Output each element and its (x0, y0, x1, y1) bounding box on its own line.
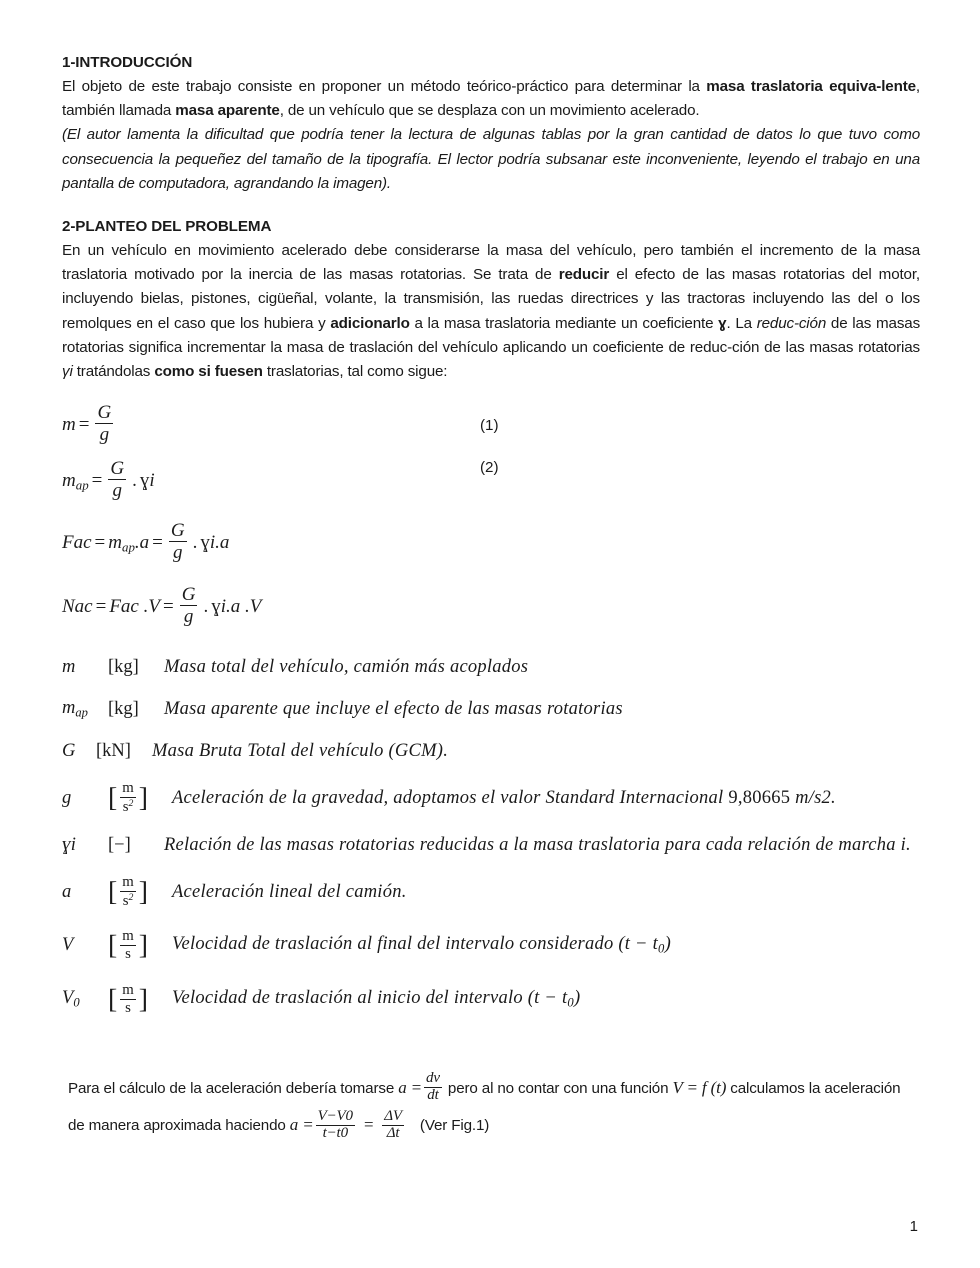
closing-paragraph (62, 1069, 920, 1144)
planteo-italic-gamma-i: γi (62, 363, 73, 381)
definition-V-desc-subscript: 0 (658, 941, 665, 956)
eq3-dot: . (192, 531, 198, 553)
eq3-numerator: G (170, 519, 185, 541)
planteo-text-p1: En un vehículo en movimiento acelerado debe considerarse la masa del vehículo, pero también el incremento de la masa traslatoria motivado por la inercia de las masas rotatorias. Se trata de (62, 241, 920, 284)
definition-gamma-i-description: Relación de las masas rotatorias reducidas a la masa traslatoria para cada relación de marcha i. (164, 835, 911, 856)
definition-V0-desc-post: ) (573, 988, 581, 1009)
eq2-lhs: m (62, 469, 76, 491)
definition-V0-symbol-base: V (62, 988, 74, 1009)
definition-a-unit-den-base: s (122, 893, 129, 910)
eq3-mid: m (108, 531, 122, 553)
eq3-mid-subscript: ap (122, 539, 135, 555)
eq4-numerator: G (181, 583, 196, 605)
closing-text-ver-fig: (Ver Fig.1) (419, 1116, 490, 1134)
definition-a-unit-numerator: m (122, 874, 134, 891)
intro-text-part3: , de un vehículo que se desplaza con un movimiento acelerado. (279, 101, 700, 119)
eq4-tail-rest: .a .V (225, 595, 262, 617)
eq4-gamma: ɣ (211, 595, 221, 617)
closing-math-equals: = (362, 1114, 375, 1134)
planteo-bold-reducir: reducir (558, 266, 610, 284)
definition-V (62, 919, 920, 973)
spacer-after-intro (62, 196, 920, 216)
intro-bold-masa-aparente: masa aparente (175, 101, 280, 119)
paragraph-planteo (62, 239, 920, 385)
section-heading-planteo: 2-PLANTEO DEL PROBLEMA (62, 218, 272, 236)
definition-m (62, 647, 920, 689)
definition-V-description (172, 934, 920, 957)
equation-nac (62, 583, 262, 629)
definition-V0-unit (108, 983, 172, 1017)
page-content (62, 52, 920, 1143)
definition-g-bracket-right: ] (138, 782, 149, 814)
eq3-lhs: Fac (62, 531, 92, 553)
definition-map-symbol-subscript: ap (75, 705, 88, 720)
eq1-denominator: g (95, 423, 113, 446)
equation-row-1 (62, 401, 920, 451)
definition-map-unit: [kg] (108, 699, 139, 720)
eq1-numerator: G (97, 401, 112, 423)
definition-a-unit-denominator (120, 891, 136, 910)
planteo-text-p4: . La (726, 314, 757, 332)
definition-m-symbol: m (62, 657, 76, 678)
closing-text-p3: calculamos la aceleración de manera aproximada haciendo (68, 1079, 901, 1134)
closing-math-a-equals-2: a = (289, 1114, 314, 1134)
eq2-denominator: g (108, 479, 126, 502)
definition-G-unit: [kN] (96, 741, 131, 762)
definition-g-unit-numerator: m (122, 780, 134, 797)
equation-row-3 (62, 519, 920, 569)
definition-V0-bracket-left: [ (108, 983, 118, 1015)
definition-g-unit-den-exponent: 2 (128, 798, 134, 810)
eq1-lhs: m (62, 413, 76, 435)
definition-a-unit-fraction (120, 875, 136, 910)
closing-fraction-dv-dt (424, 1071, 442, 1104)
eq4-equals-1: = (95, 595, 107, 617)
closing-fraction-3-numerator: ΔV (384, 1107, 402, 1124)
closing-fraction-2-numerator: V−V0 (317, 1107, 353, 1124)
closing-math-v-f-t: V = f (t) (672, 1077, 727, 1097)
definition-G-symbol: G (62, 741, 76, 762)
definition-map-description: Masa aparente que incluye el efecto de las masas rotatorias (164, 699, 623, 720)
eq3-gamma: ɣ (200, 531, 210, 553)
definition-g-description (172, 788, 920, 809)
definition-g-unit-fraction (120, 781, 136, 816)
equation-m (62, 401, 116, 447)
closing-fraction-3-denominator: Δt (382, 1125, 404, 1142)
equation-number-2: (2) (480, 458, 499, 476)
eq4-gamma-index: i (220, 595, 226, 617)
eq2-lhs-subscript: ap (75, 477, 89, 493)
definition-V-bracket-right: ] (138, 929, 149, 961)
page-number: 1 (909, 1218, 918, 1235)
definition-g-unit-denominator (120, 797, 136, 816)
equation-row-4 (62, 583, 920, 633)
definition-V0-unit-numerator: m (122, 981, 134, 998)
planteo-text-p2: el efecto de las masas rotatorias del motor, incluyendo bielas, pistones, cigüeñal, volante, la transmisión, las ruedas directrices y las tractoras incluyendo las del o los remolques en el caso que los hubiera y (62, 266, 920, 332)
equation-map (62, 457, 155, 503)
definition-V-symbol: V (62, 935, 74, 956)
definition-V-desc-post: ) (664, 934, 671, 955)
definition-a-unit-den-exponent: 2 (128, 892, 134, 904)
definition-V0-symbol-subscript: 0 (73, 995, 80, 1010)
definition-V-unit-numerator: m (122, 927, 134, 944)
definition-g-desc-pre: Aceleración de la gravedad, adoptamos el valor Standard Internacional (172, 788, 729, 809)
planteo-text-p7: traslatorias, tal como sigue: (262, 363, 448, 381)
definition-V0 (62, 973, 920, 1027)
planteo-bold-como-si-fuesen: como si fuesen (154, 363, 263, 381)
closing-fraction-deltaV-deltat-expanded (316, 1109, 355, 1142)
eq2-numerator: G (110, 457, 125, 479)
section-heading-introduccion: 1-INTRODUCCIÓN (62, 54, 193, 71)
definition-V0-description (172, 988, 920, 1011)
eq3-gamma-index: i (209, 531, 216, 553)
definition-V0-desc-pre: Velocidad de traslación al inicio del intervalo (t − t (172, 988, 568, 1009)
definition-V0-unit-denominator: s (120, 999, 136, 1017)
definition-gamma-i (62, 825, 920, 867)
definition-V-desc-pre: Velocidad de traslación al final del intervalo considerado (t − t (172, 934, 659, 955)
definition-g (62, 773, 920, 825)
eq4-denominator: g (180, 605, 198, 628)
definition-g-unit-den-base: s (122, 799, 129, 816)
definition-map-symbol-base: m (62, 698, 76, 719)
definition-a-bracket-left: [ (108, 876, 118, 908)
definition-a-bracket-right: ] (138, 876, 149, 908)
definition-a-unit (108, 875, 172, 910)
definition-G (62, 731, 920, 773)
definition-map-symbol (62, 698, 108, 721)
closing-fraction-2-denominator: t−t0 (316, 1125, 355, 1142)
eq3-tail-rest: .a (215, 531, 230, 553)
definition-V0-bracket-right: ] (138, 983, 149, 1015)
eq3-denominator: g (169, 541, 187, 564)
eq3-equals-1: = (94, 531, 106, 553)
closing-fraction-1-denominator: dt (424, 1087, 442, 1104)
definition-g-value: 9,80665 (728, 788, 791, 809)
closing-math-a-equals: a = (398, 1077, 422, 1097)
definition-g-desc-post: m/s2. (790, 788, 836, 809)
intro-bold-lente: lente (881, 77, 916, 95)
definition-V0-symbol (62, 988, 108, 1011)
definition-g-symbol: g (62, 788, 72, 809)
definition-a-description: Aceleración lineal del camión. (172, 882, 407, 903)
definition-a (62, 867, 920, 919)
closing-fraction-1-numerator: dv (425, 1070, 440, 1087)
eq4-fraction (180, 585, 198, 628)
closing-text-p2: pero al no contar con una función (443, 1079, 673, 1097)
definition-V0-unit-fraction (120, 983, 136, 1017)
eq2-equals: = (91, 469, 103, 491)
definition-V-unit (108, 929, 172, 963)
eq4-lhs: Nac (62, 595, 93, 617)
planteo-text-p6: tratándolas (72, 363, 155, 381)
definition-a-symbol: a (62, 882, 72, 903)
eq2-gamma-index: i (149, 469, 155, 491)
definition-V0-desc-subscript: 0 (567, 995, 574, 1010)
definition-gamma-i-symbol: ɣi (62, 835, 76, 856)
closing-text-p1: Para el cálculo de la aceleración debería tomarse (68, 1079, 399, 1097)
equation-fac (62, 519, 230, 565)
paragraph-introduccion-1 (62, 75, 920, 124)
planteo-italic-reduccion: reduc-ción (756, 314, 827, 332)
definition-g-unit (108, 781, 172, 816)
eq4-dot: . (203, 595, 209, 617)
planteo-bold-adicionarlo: adicionarlo (330, 314, 410, 332)
definition-map (62, 689, 920, 731)
intro-text-part2: , también llamada (62, 77, 920, 119)
eq2-fraction (108, 459, 126, 502)
definition-m-description: Masa total del vehículo, camión más acoplados (164, 657, 529, 678)
planteo-text-p5: de las masas rotatorias significa incrementar la masa de traslación del vehículo aplicando un coeficiente de reduc-ción de las masas rotatorias (62, 314, 921, 356)
definition-g-bracket-left: [ (108, 782, 118, 814)
eq3-fraction (169, 521, 187, 564)
closing-fraction-deltaV-deltat (382, 1109, 404, 1142)
definition-gamma-i-unit: [−] (108, 835, 131, 856)
definition-V-bracket-left: [ (108, 929, 118, 961)
intro-text-part1: El objeto de este trabajo consiste en proponer un método teórico-práctico para determinar la (62, 77, 707, 95)
planteo-symbol-gamma: ɣ (718, 314, 727, 332)
definition-V-unit-denominator: s (120, 945, 136, 963)
definition-m-unit: [kg] (108, 657, 139, 678)
equation-row-2 (62, 457, 920, 507)
planteo-text-p3: a la masa traslatoria mediante un coeficiente (409, 314, 719, 332)
equation-number-1: (1) (480, 417, 499, 435)
intro-bold-masa-traslatoria: masa traslatoria equiva- (706, 77, 882, 95)
eq3-equals-2: = (152, 531, 163, 553)
eq2-gamma: ɣ (139, 469, 150, 491)
paragraph-introduccion-2-note: (El autor lamenta la dificultad que podría tener la lectura de algunas tablas por la gran cantidad de datos lo que tuvo como consecuencia la pequeñez del tamaño de la tipografía. El lector podría subsanar este inconveniente, leyendo el trabajo en una pantalla de computadora, agrandando la imagen). (62, 126, 920, 192)
eq4-mid: Fac .V (109, 595, 160, 617)
eq3-mid-tail: .a (134, 531, 150, 553)
definition-V-unit-fraction (120, 929, 136, 963)
definition-G-description: Masa Bruta Total del vehículo (GCM). (152, 741, 449, 762)
eq1-equals: = (78, 413, 90, 435)
eq4-equals-2: = (162, 595, 174, 617)
eq1-fraction (95, 403, 113, 446)
eq2-dot: . (132, 469, 137, 491)
